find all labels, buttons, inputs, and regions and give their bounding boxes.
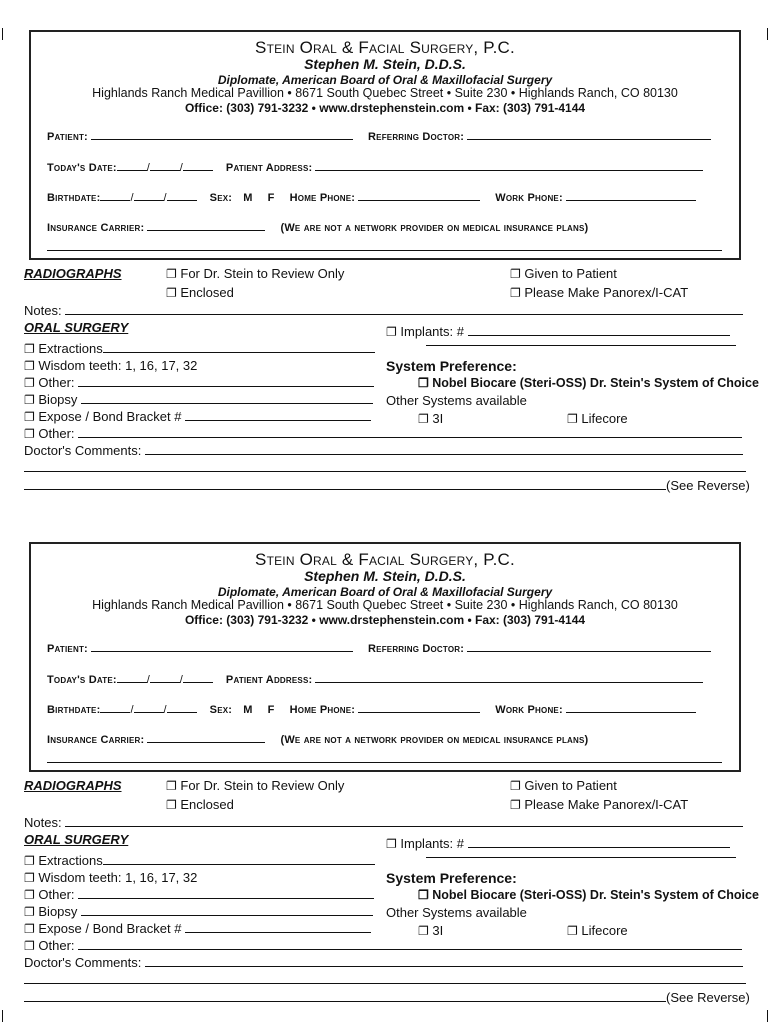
checkbox-icon: ❐	[166, 779, 177, 793]
biopsy-label: Biopsy	[38, 392, 78, 407]
referring-doctor-label: Referring Doctor:	[368, 131, 465, 143]
checkbox-icon: ❐	[510, 798, 521, 812]
comments-last-row	[24, 990, 750, 1005]
other2-option[interactable]	[24, 938, 742, 953]
biopsy-option[interactable]	[24, 392, 373, 407]
notes-row	[24, 303, 743, 318]
expose-label: Expose / Bond Bracket #	[38, 921, 182, 936]
implants-field[interactable]	[468, 326, 730, 336]
insurance-extra-line[interactable]	[47, 762, 722, 763]
home-phone-label: Home Phone:	[289, 192, 356, 204]
patient-field[interactable]	[91, 130, 353, 140]
panorex-label: Please Make Panorex/I-CAT	[524, 797, 689, 812]
patient-label: Patient:	[47, 643, 88, 655]
notes-label: Notes:	[24, 303, 62, 318]
system-preference-heading: System Preference:	[386, 358, 517, 374]
expose-field[interactable]	[185, 411, 371, 421]
referring-doctor-field[interactable]	[467, 130, 711, 140]
checkbox-icon: ❐	[166, 286, 177, 300]
date-separator: /	[130, 192, 134, 204]
doctor-name: Stephen M. Stein, D.D.S.	[304, 56, 466, 72]
checkbox-icon: ❐	[24, 939, 35, 953]
sex-m-option[interactable]: M	[243, 704, 253, 716]
implants-label: Implants: #	[400, 324, 464, 339]
expose-label: Expose / Bond Bracket #	[38, 409, 182, 424]
checkbox-icon: ❐	[510, 286, 521, 300]
practice-title: Stein Oral & Facial Surgery, P.C.	[255, 550, 515, 569]
checkbox-icon: ❐	[24, 854, 35, 868]
wisdom-teeth-option[interactable]	[24, 870, 197, 885]
radiograph-panorex-option[interactable]	[510, 797, 688, 812]
other2-option[interactable]	[24, 426, 742, 441]
practice-contact: Office: (303) 791-3232 • www.drstephenstein.com • Fax: (303) 791-4144	[184, 613, 586, 627]
expose-field[interactable]	[185, 923, 371, 933]
system-3i-label: 3I	[432, 923, 444, 938]
doctors-comments-row	[24, 443, 743, 458]
checkbox-icon: ❐	[24, 871, 35, 885]
insurance-extra-line[interactable]	[47, 250, 722, 251]
sex-label: Sex:	[209, 704, 233, 716]
radiographs-heading: RADIOGRAPHS	[24, 266, 122, 281]
lifecore-label: Lifecore	[581, 411, 628, 426]
checkbox-icon: ❐	[24, 888, 35, 902]
comments-extra-line[interactable]	[24, 471, 746, 472]
other2-field[interactable]	[78, 940, 742, 950]
insurance-note: (We are not a network provider on medical insurance plans)	[280, 734, 589, 746]
other-option[interactable]	[24, 375, 374, 390]
doctor-name: Stephen M. Stein, D.D.S.	[304, 568, 466, 584]
checkbox-icon: ❐	[510, 779, 521, 793]
notes-field[interactable]	[65, 817, 743, 827]
see-reverse-note: (See Reverse)	[666, 990, 750, 1005]
doctors-comments-label: Doctor's Comments:	[24, 955, 142, 970]
extractions-option[interactable]	[24, 341, 375, 356]
checkbox-icon: ❐	[418, 924, 429, 938]
checkbox-icon: ❐	[567, 412, 578, 426]
birthdate-label: Birthdate:	[47, 704, 101, 716]
date-row	[47, 161, 703, 174]
checkbox-icon: ❐	[418, 412, 429, 426]
doctors-comments-label: Doctor's Comments:	[24, 443, 142, 458]
notes-row	[24, 815, 743, 830]
notes-field[interactable]	[65, 305, 743, 315]
checkbox-icon: ❐	[166, 267, 177, 281]
date-separator: /	[146, 162, 150, 174]
work-phone-field[interactable]	[566, 191, 696, 201]
nobel-label: Nobel Biocare (Steri-OSS) Dr. Stein's System of Choice	[432, 376, 759, 390]
other2-label: Other:	[38, 426, 75, 441]
insurance-carrier-field[interactable]	[147, 733, 265, 743]
implants-extra-line[interactable]	[426, 857, 736, 858]
system-3i-label: 3I	[432, 411, 444, 426]
date-separator: /	[179, 162, 183, 174]
nobel-label: Nobel Biocare (Steri-OSS) Dr. Stein's System of Choice	[432, 888, 759, 902]
other2-label: Other:	[38, 938, 75, 953]
review-label: For Dr. Stein to Review Only	[180, 778, 345, 793]
todays-date-label: Today's Date:	[47, 674, 117, 686]
checkbox-icon: ❐	[24, 393, 35, 407]
birth-month-field[interactable]	[100, 703, 130, 713]
notes-label: Notes:	[24, 815, 62, 830]
panorex-label: Please Make Panorex/I-CAT	[524, 285, 689, 300]
nobel-option[interactable]	[418, 888, 759, 902]
practice-title: Stein Oral & Facial Surgery, P.C.	[255, 38, 515, 57]
radiograph-review-option[interactable]	[166, 778, 344, 793]
lifecore-option[interactable]	[567, 923, 628, 938]
oral-surgery-heading: ORAL SURGERY	[24, 320, 129, 335]
referring-doctor-field[interactable]	[467, 642, 711, 652]
checkbox-icon: ❐	[510, 267, 521, 281]
patient-address-field[interactable]	[315, 161, 703, 171]
implants-option[interactable]	[386, 324, 730, 339]
extractions-option[interactable]	[24, 853, 375, 868]
given-label: Given to Patient	[524, 778, 617, 793]
patient-address-label: Patient Address:	[225, 674, 313, 686]
checkbox-icon: ❐	[567, 924, 578, 938]
checkbox-icon: ❐	[418, 888, 429, 902]
comments-extra-line[interactable]	[24, 983, 746, 984]
comments-last-field[interactable]	[24, 992, 666, 1002]
radiographs-heading: RADIOGRAPHS	[24, 778, 122, 793]
biopsy-option[interactable]	[24, 904, 373, 919]
implants-field[interactable]	[468, 838, 730, 848]
doctors-comments-field[interactable]	[145, 445, 743, 455]
given-label: Given to Patient	[524, 266, 617, 281]
insurance-carrier-field[interactable]	[147, 221, 265, 231]
other-field[interactable]	[78, 377, 374, 387]
home-phone-field[interactable]	[358, 703, 480, 713]
checkbox-icon: ❐	[24, 376, 35, 390]
doctors-comments-row	[24, 955, 743, 970]
wisdom-teeth-label: Wisdom teeth: 1, 16, 17, 32	[38, 358, 198, 373]
implants-label: Implants: #	[400, 836, 464, 851]
birthdate-label: Birthdate:	[47, 192, 101, 204]
insurance-carrier-label: Insurance Carrier:	[47, 222, 145, 234]
checkbox-icon: ❐	[24, 359, 35, 373]
birthdate-row	[47, 703, 696, 716]
radiograph-review-option[interactable]	[166, 266, 344, 281]
nobel-option[interactable]	[418, 376, 759, 390]
sex-label: Sex:	[209, 192, 233, 204]
sex-m-option[interactable]: M	[243, 192, 253, 204]
biopsy-label: Biopsy	[38, 904, 78, 919]
other2-field[interactable]	[78, 428, 742, 438]
birth-day-field[interactable]	[134, 191, 164, 201]
extractions-field[interactable]	[103, 855, 375, 865]
extractions-label: Extractions	[38, 341, 103, 356]
enclosed-label: Enclosed	[180, 285, 234, 300]
patient-field[interactable]	[91, 642, 353, 652]
practice-contact: Office: (303) 791-3232 • www.drstephenstein.com • Fax: (303) 791-4144	[184, 101, 586, 115]
biopsy-field[interactable]	[81, 906, 373, 916]
birth-month-field[interactable]	[100, 191, 130, 201]
checkbox-icon: ❐	[24, 905, 35, 919]
patient-row	[47, 642, 711, 655]
radiograph-enclosed-option[interactable]	[166, 285, 234, 300]
date-separator: /	[163, 192, 167, 204]
birthdate-row	[47, 191, 696, 204]
insurance-note: (We are not a network provider on medical insurance plans)	[280, 222, 589, 234]
biopsy-field[interactable]	[81, 394, 373, 404]
date-separator: /	[146, 674, 150, 686]
birth-year-field[interactable]	[167, 191, 197, 201]
insurance-carrier-label: Insurance Carrier:	[47, 734, 145, 746]
todays-date-label: Today's Date:	[47, 162, 117, 174]
referring-doctor-label: Referring Doctor:	[368, 643, 465, 655]
diplomate-line: Diplomate, American Board of Oral & Maxillofacial Surgery	[217, 585, 553, 599]
other-label: Other:	[38, 887, 75, 902]
system-preference-heading: System Preference:	[386, 870, 517, 886]
other-label: Other:	[38, 375, 75, 390]
review-label: For Dr. Stein to Review Only	[180, 266, 345, 281]
practice-address: Highlands Ranch Medical Pavillion • 8671 South Quebec Street • Suite 230 • Highlands Ranch, CO 80130	[92, 598, 678, 612]
date-separator: /	[179, 674, 183, 686]
date-row	[47, 673, 703, 686]
referral-form-bottom	[0, 512, 770, 1024]
home-phone-field[interactable]	[358, 191, 480, 201]
diplomate-line: Diplomate, American Board of Oral & Maxillofacial Surgery	[217, 73, 553, 87]
practice-address: Highlands Ranch Medical Pavillion • 8671 South Quebec Street • Suite 230 • Highlands Ranch, CO 80130	[92, 86, 678, 100]
date-day-field[interactable]	[150, 673, 180, 683]
checkbox-icon: ❐	[24, 922, 35, 936]
insurance-row	[47, 733, 588, 746]
date-month-field[interactable]	[117, 161, 147, 171]
date-year-field[interactable]	[183, 673, 213, 683]
work-phone-field[interactable]	[566, 703, 696, 713]
patient-label: Patient:	[47, 131, 88, 143]
radiograph-enclosed-option[interactable]	[166, 797, 234, 812]
birth-year-field[interactable]	[167, 703, 197, 713]
other-field[interactable]	[78, 889, 374, 899]
oral-surgery-heading: ORAL SURGERY	[24, 832, 129, 847]
implants-option[interactable]	[386, 836, 730, 851]
checkbox-icon: ❐	[24, 427, 35, 441]
lifecore-label: Lifecore	[581, 923, 628, 938]
radiograph-panorex-option[interactable]	[510, 285, 688, 300]
checkbox-icon: ❐	[386, 837, 397, 851]
checkbox-icon: ❐	[418, 376, 429, 390]
patient-address-field[interactable]	[315, 673, 703, 683]
date-month-field[interactable]	[117, 673, 147, 683]
lifecore-option[interactable]	[567, 411, 628, 426]
other-systems-label: Other Systems available	[386, 393, 527, 408]
expose-bracket-option[interactable]	[24, 921, 371, 936]
radiograph-given-option[interactable]	[510, 266, 617, 281]
comments-last-field[interactable]	[24, 480, 666, 490]
extractions-label: Extractions	[38, 853, 103, 868]
extractions-field[interactable]	[103, 343, 375, 353]
sex-f-option[interactable]: F	[267, 704, 275, 716]
enclosed-label: Enclosed	[180, 797, 234, 812]
doctors-comments-field[interactable]	[145, 957, 743, 967]
other-option[interactable]	[24, 887, 374, 902]
insurance-row	[47, 221, 588, 234]
sex-f-option[interactable]: F	[267, 192, 275, 204]
radiograph-given-option[interactable]	[510, 778, 617, 793]
wisdom-teeth-label: Wisdom teeth: 1, 16, 17, 32	[38, 870, 198, 885]
birth-day-field[interactable]	[134, 703, 164, 713]
wisdom-teeth-option[interactable]	[24, 358, 197, 373]
work-phone-label: Work Phone:	[495, 704, 563, 716]
see-reverse-note: (See Reverse)	[666, 478, 750, 493]
other-systems-label: Other Systems available	[386, 905, 527, 920]
comments-last-row	[24, 478, 750, 493]
checkbox-icon: ❐	[386, 325, 397, 339]
work-phone-label: Work Phone:	[495, 192, 563, 204]
date-separator: /	[163, 704, 167, 716]
implants-extra-line[interactable]	[426, 345, 736, 346]
patient-row	[47, 130, 711, 143]
system-3i-option[interactable]	[418, 411, 443, 426]
home-phone-label: Home Phone:	[289, 704, 356, 716]
patient-address-label: Patient Address:	[225, 162, 313, 174]
date-day-field[interactable]	[150, 161, 180, 171]
date-separator: /	[130, 704, 134, 716]
checkbox-icon: ❐	[24, 410, 35, 424]
checkbox-icon: ❐	[24, 342, 35, 356]
date-year-field[interactable]	[183, 161, 213, 171]
checkbox-icon: ❐	[166, 798, 177, 812]
system-3i-option[interactable]	[418, 923, 443, 938]
expose-bracket-option[interactable]	[24, 409, 371, 424]
